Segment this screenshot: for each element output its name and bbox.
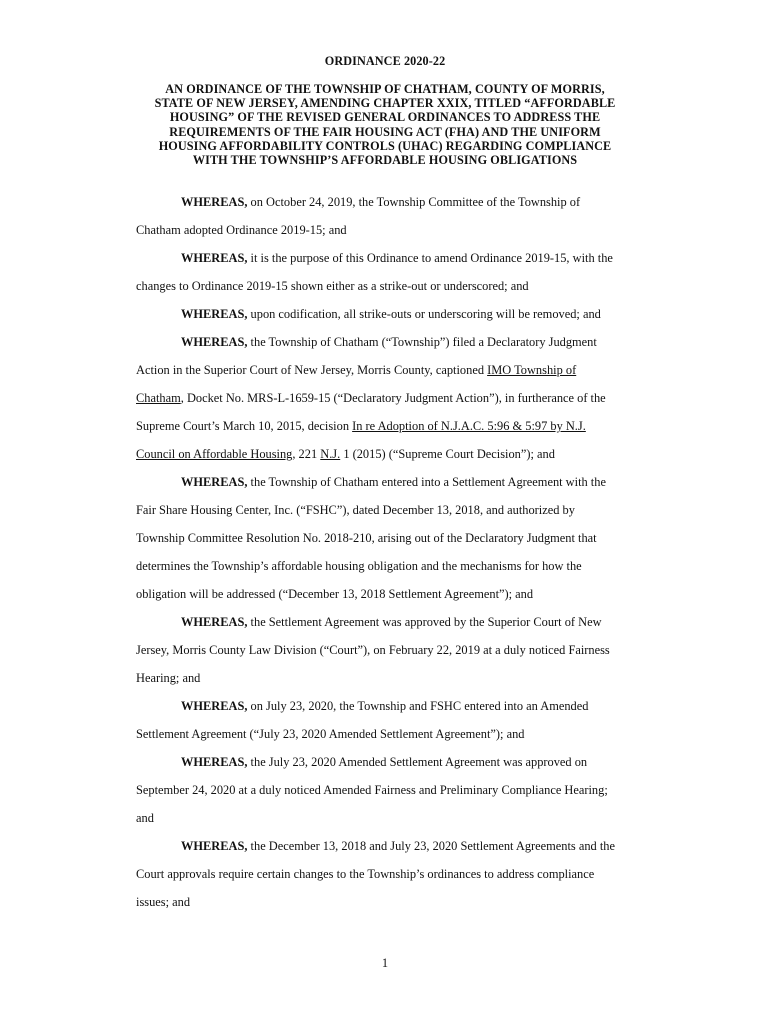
- paragraph-text: the July 23, 2020 Amended Settlement Agreement was approved on: [247, 755, 588, 769]
- paragraph-line: Chatham adopted Ordinance 2019-15; and: [136, 223, 347, 237]
- paragraph-text: the Township of Chatham (“Township”) filed a Declaratory Judgment: [247, 335, 597, 349]
- title-line: HOUSING AFFORDABILITY CONTROLS (UHAC) REGARDING COMPLIANCE: [158, 138, 612, 153]
- document-body: [136, 188, 736, 916]
- ordinance-title: [120, 82, 650, 167]
- paragraph-line: Fair Share Housing Center, Inc. (“FSHC”), dated December 13, 2018, and authorized by: [136, 503, 575, 517]
- paragraph-text: the Township of Chatham entered into a Settlement Agreement with the: [247, 475, 606, 489]
- whereas-keyword: WHEREAS,: [181, 335, 248, 349]
- title-line: REQUIREMENTS OF THE FAIR HOUSING ACT (FHA) AND THE UNIFORM: [169, 124, 601, 139]
- paragraph-text: , Docket No. MRS-L-1659-15 (“Declaratory Judgment Action”), in furtherance of the: [180, 391, 606, 405]
- whereas-keyword: WHEREAS,: [181, 839, 248, 853]
- paragraph-text: upon codification, all strike-outs or underscoring will be removed; and: [247, 307, 601, 321]
- paragraph-text: on July 23, 2020, the Township and FSHC entered into an Amended: [247, 699, 589, 713]
- paragraph-line: [136, 188, 736, 216]
- paragraph-line: [136, 356, 736, 384]
- title-line: HOUSING” OF THE REVISED GENERAL ORDINANCES TO ADDRESS THE: [169, 110, 601, 125]
- ordinance-number: ORDINANCE 2020-22: [324, 54, 446, 68]
- paragraph-line: [136, 412, 736, 440]
- paragraph-line: [136, 328, 736, 356]
- whereas-keyword: WHEREAS,: [181, 251, 248, 265]
- paragraph-line: [136, 244, 736, 272]
- whereas-keyword: WHEREAS,: [181, 699, 248, 713]
- paragraph-line: Hearing; and: [136, 671, 201, 685]
- whereas-keyword: WHEREAS,: [181, 755, 248, 769]
- paragraph-line: [136, 300, 736, 328]
- case-citation: IMO Township of: [487, 363, 577, 377]
- whereas-keyword: WHEREAS,: [181, 307, 248, 321]
- paragraph-line: [136, 440, 736, 468]
- paragraph-text: 1 (2015) (“Supreme Court Decision”); and: [340, 447, 555, 461]
- paragraph-line: [136, 832, 736, 860]
- paragraph-text: , 221: [292, 447, 321, 461]
- paragraph-text: it is the purpose of this Ordinance to amend Ordinance 2019-15, with the: [247, 251, 613, 265]
- whereas-keyword: WHEREAS,: [181, 615, 248, 629]
- paragraph-line: changes to Ordinance 2019-15 shown either as a strike-out or underscored; and: [136, 279, 529, 293]
- title-line: WITH THE TOWNSHIP’S AFFORDABLE HOUSING OBLIGATIONS: [192, 153, 578, 168]
- whereas-keyword: WHEREAS,: [181, 475, 248, 489]
- paragraph-line: [136, 748, 736, 776]
- title-line: STATE OF NEW JERSEY, AMENDING CHAPTER XXIX, TITLED “AFFORDABLE: [154, 96, 616, 111]
- whereas-keyword: WHEREAS,: [181, 195, 248, 209]
- paragraph-text: the December 13, 2018 and July 23, 2020 Settlement Agreements and the: [247, 839, 615, 853]
- case-citation: Chatham: [136, 391, 181, 405]
- paragraph-line: determines the Township’s affordable housing obligation and the mechanisms for how the: [136, 559, 582, 573]
- paragraph-line: and: [136, 811, 154, 825]
- page-number: 1: [381, 956, 389, 970]
- case-citation: In re Adoption of N.J.A.C. 5:96 & 5:97 by N.J.: [352, 419, 586, 433]
- paragraph-text: Supreme Court’s March 10, 2015, decision: [136, 419, 353, 433]
- paragraph-line: [136, 692, 736, 720]
- paragraph-line: [136, 468, 736, 496]
- paragraph-text: Action in the Superior Court of New Jersey, Morris County, captioned: [136, 363, 488, 377]
- case-citation: Council on Affordable Housing: [136, 447, 293, 461]
- title-line: AN ORDINANCE OF THE TOWNSHIP OF CHATHAM, COUNTY OF MORRIS,: [165, 82, 605, 96]
- paragraph-line: issues; and: [136, 895, 191, 909]
- paragraph-line: September 24, 2020 at a duly noticed Amended Fairness and Preliminary Compliance Hearing;: [136, 783, 608, 797]
- paragraph-line: Settlement Agreement (“July 23, 2020 Amended Settlement Agreement”); and: [136, 727, 525, 741]
- paragraph-line: Township Committee Resolution No. 2018-210, arising out of the Declaratory Judgment that: [136, 531, 597, 545]
- paragraph-line: Court approvals require certain changes to the Township’s ordinances to address compliance: [136, 867, 595, 881]
- reporter-citation: N.J.: [320, 447, 341, 461]
- paragraph-text: the Settlement Agreement was approved by the Superior Court of New: [247, 615, 602, 629]
- paragraph-line: [136, 608, 736, 636]
- paragraph-line: obligation will be addressed (“December 13, 2018 Settlement Agreement”); and: [136, 587, 534, 601]
- paragraph-text: on October 24, 2019, the Township Committee of the Township of: [247, 195, 581, 209]
- paragraph-line: [136, 384, 736, 412]
- paragraph-line: Jersey, Morris County Law Division (“Court”), on February 22, 2019 at a duly noticed Fairness: [136, 643, 610, 657]
